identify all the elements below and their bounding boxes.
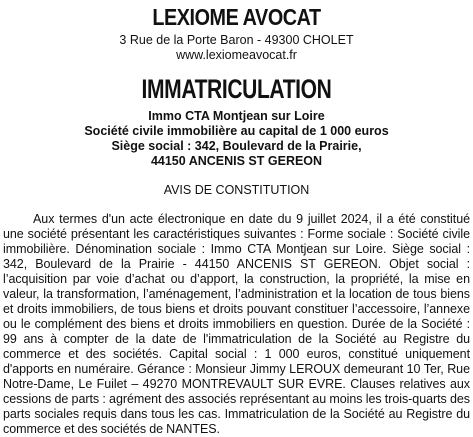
notice-body: Aux termes d'un acte électronique en date du 9 juillet 2024, il a été constitué une société présentant les caractéristiques suivantes : Forme sociale : Société civile immobilière. Dénomination sociale : Immo CTA Montjean sur Loire. Siège social : 342, Boulevard de la Prairie - 44150 ANCENIS ST GEREON. Objet social : l’acquisition par voie d’achat ou d’apport, la construction, la propriété, la mise en valeur, la transformation, l’aménagement, l’administration et la location de tous biens et droits immobiliers, de tous biens et droits pouvant constituer l’accessoire, l’annexe ou le complément des biens et droits immobiliers en question. Durée de la Société : 99 ans à compter de la date de l'immatriculation de la Société au Registre du commerce et des sociétés. Capital social : 1 000 euros, constitué uniquement d'apports en numéraire. Gérance : Monsieur Jimmy LEROUX demeurant 10 Ter, Rue Notre-Dame, Le Fuilet – 49270 MONTREVAULT SUR EVRE. Clauses relatives aux cessions de parts : agrément des associés représentant au moins les trois-quarts des parts sociales requis dans tous les cas. Immatriculation de la Société au Registre du commerce et des sociétés de NANTES.: [3, 212, 470, 436]
firm-address: 3 Rue de la Porte Baron - 49300 CHOLET: [119, 33, 354, 47]
notice-type: AVIS DE CONSTITUTION: [163, 183, 310, 197]
company-name: Immo CTA Montjean sur Loire: [148, 109, 325, 123]
firm-header: [3, 4, 470, 63]
company-postal-city: 44150 ANCENIS ST GEREON: [150, 154, 323, 168]
company-form-capital: Société civile immobilière au capital de 1 000 euros: [84, 124, 389, 138]
firm-website: www.lexiomeavocat.fr: [176, 48, 297, 62]
company-details: [3, 109, 470, 169]
company-registered-office: Siège social : 342, Boulevard de la Prairie,: [111, 139, 362, 153]
notice-headline: IMMATRICULATION: [141, 74, 332, 104]
firm-name: LEXIOME AVOCAT: [152, 4, 321, 30]
